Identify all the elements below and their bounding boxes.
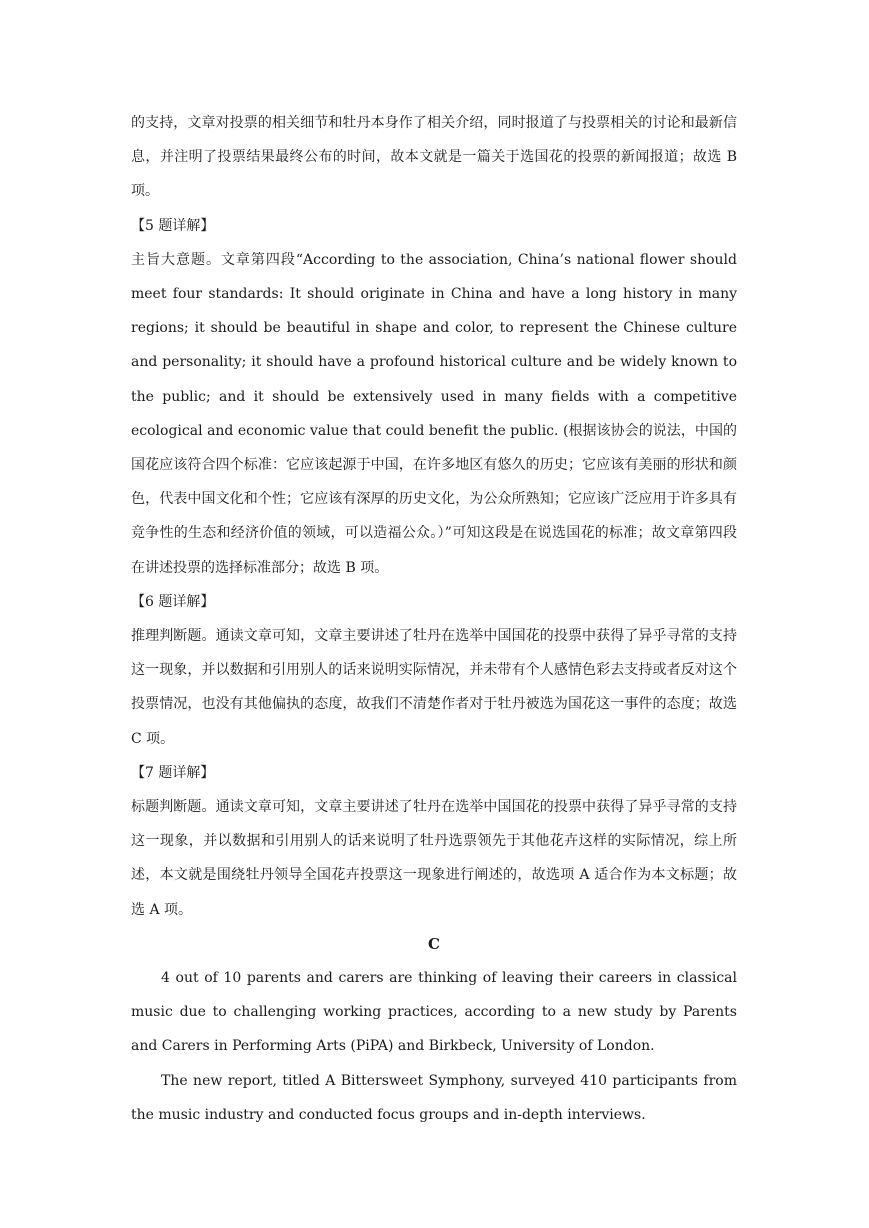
question-6-heading: 【6 题详解】 [131,593,215,610]
question-5-heading: 【5 题详解】 [131,217,215,234]
question-6-explanation: 推理判断题。通读文章可知，文章主要讲述了牡丹在选举中国国花的投票中获得了异乎寻常的支持这一现象，并以数据和引用别人的话来说明实际情况，并未带有个人感情色彩去支持或者反对这个投票情况，也没有其他偏执的态度，故我们不清楚作者对于牡丹被选为国花这一事件的态度；故选 C 项。 [131,628,737,747]
document-body [131,106,737,1132]
section-c-label: C [428,934,440,953]
section-c-paragraph-1: 4 out of 10 parents and carers are thinking of leaving their careers in classical music due to challenging working practices, according to a new study by Parents and Carers in Performing Arts (PiPA) and Birkbeck, University of London. [131,970,737,1055]
question-7-heading: 【7 题详解】 [131,764,215,781]
section-c-paragraph-2: The new report, titled A Bittersweet Symphony, surveyed 410 participants from the music industry and conducted focus groups and in-depth interviews. [131,1072,737,1123]
question-7-explanation: 标题判断题。通读文章可知，文章主要讲述了牡丹在选举中国国花的投票中获得了异乎寻常的支持这一现象，并以数据和引用别人的话来说明了牡丹选票领先于其他花卉这样的实际情况，综上所述，本文就是围绕牡丹领导全国花卉投票这一现象进行阐述的，故选项 A 适合作为本文标题；故选 A 项。 [131,799,737,918]
intro-paragraph: 的支持，文章对投票的相关细节和牡丹本身作了相关介绍，同时报道了与投票相关的讨论和最新信息，并注明了投票结果最终公布的时间，故本文就是一篇关于选国花的投票的新闻报道；故选 B 项。 [131,115,737,200]
question-5-explanation: 主旨大意题。文章第四段“According to the association, China’s national flower should meet four standards: It should originate in China and have a long history in many regions; it should be beautiful in shape and color, to represent the Chinese culture and personality; it should have a profound historical culture and be widely known to the public; and it should be extensively used in many fields with a competitive ecological and economic value that could benefit the public. (根据该协会的说法，中国的国花应该符合四个标准：它应该起源于中国，在许多地区有悠久的历史；它应该有美丽的形状和颜色，代表中国文化和个性；它应该有深厚的历史文化，为公众所熟知；它应该广泛应用于许多具有竞争性的生态和经济价值的领域，可以造福公众。）”可知这段是在说选国花的标准；故文章第四段在讲述投票的选择标准部分；故选 B 项。 [131,251,737,576]
